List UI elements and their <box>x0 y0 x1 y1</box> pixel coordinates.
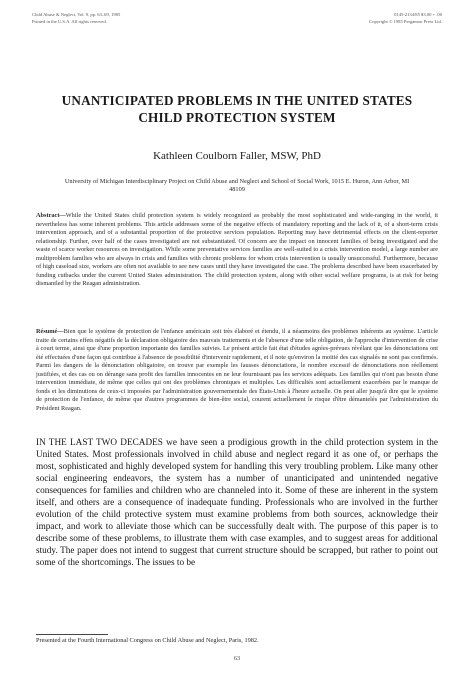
abstract-label: Abstract— <box>36 212 66 219</box>
resume-label: Résumé— <box>36 328 64 335</box>
abstract-text: While the United States child protection system is widely recognized as probably the most sophisticated and wide-ranging in the world, it nevertheless has some inherent problems. This article addresses some of the negative effects of mandatory reporting and the lack of it, of a short-term crisis intervention approach, and of a substantial proportion of the protective services population. Reporting may have detrimental effects on the client-reporter relationship. Further, over half of the cases investigated are not substantiated. Of concern are the impact on innocent families of being investigated and the waste of scarce worker resources on investigation. While some preventative services families are well-suited to a crisis intervention model, a large number are multiproblem families who are always in crisis and families with chronic problems for whom crisis intervention is usually unsuccessful. Furthermore, because of high caseload size, workers are often not available to see new cases until they have investigated the case. The problems described have been exacerbated by funding cutbacks under the current United States administration. The child protection system, along with other social welfare programs, is at risk for being dismantled by the Reagan administration. <box>36 212 438 288</box>
article-title <box>40 92 434 126</box>
copyright-line: Copyright © 1985 Pergamon Press Ltd. <box>369 18 442 24</box>
abstract <box>36 212 438 289</box>
author-affiliation: University of Michigan Interdisciplinary Project on Child Abuse and Neglect and School of Social Work, 1015 E. Huron, Ann Arbor, MI 48109 <box>64 178 410 194</box>
body-text: we have seen a prodigious growth in the child protection system in the United States. Most professionals involved in child abuse and neglect regard it as one of, or perhaps the most, sophisticated and highly developed system for handling this very troubling problem. Like many other social engineering endeavors, the system has a number of unanticipated and unintended negative consequences for families and children who are channeled into it. Some of these are inherent in the system itself, and others are a consequence of inadequate funding. Professionals who are involved in the further evolution of the child protective system must examine problems from both sources, acknowledge their impact, and work to alleviate those which can be successfully dealt with. The purpose of this paper is to describe some of these problems, to illustrate them with case examples, and to suggest areas for additional study. The paper does not intend to suggest that current structure should be scrapped, but rather to point out some of the shortcomings. The issues to be <box>36 438 438 569</box>
citation-line: Child Abuse & Neglect, Vol. 9, pp. 63–69, 1985 <box>32 12 121 17</box>
title-line-1: UNANTICIPATED PROBLEMS IN THE UNITED STATES <box>61 93 413 108</box>
author-name: Kathleen Coulborn Faller, MSW, PhD <box>153 150 321 162</box>
title-line-2: CHILD PROTECTION SYSTEM <box>138 110 336 125</box>
footnote: Presented at the Fourth International Congress on Child Abuse and Neglect, Paris, 1982. <box>36 637 259 644</box>
opening-words: IN THE LAST TWO DECADES <box>36 438 163 448</box>
resume-text: Bien que le système de protection de l'enfance américain soit très élaboré et étendu, il a néanmoins des problèmes inhérents au système. L'article traite de certains effets négatifs de la déclaration obligatoire des mauvais traitements et de l'absence d'une telle obligation, de l'approche d'intervention de crise à court terme, ainsi que d'une proportion importante des familles suivies. Le présent article fait état d'études agrées-prévues révélant que les dénonciations ont été effectuées d'une façon qui contribue à l'absence de possibilité d'intervenir rapidement, et il note qu'environ la moitié des cas signalés ne sont pas confirmés. Parmi les dangers de la dénonciation obligatoire, on trouve par exemple les fausses dénonciations, le nombre excessif de dénonciations non réellement justifiées, et des cas ou on dérange sans profit des familles innocentes en ne leur fournissant pas les services adéquats. Les familles qui n'ont pas besoin d'une intervention immédiate, de même que celles qui ont des problèmes chroniques et multiples. Les difficultés sont actuellement exacerbées par le manque de fonds et les diminutions de ceux-ci imposées par l'administration gouvernementale des États-Unis à l'heure actuelle. On peut aller jusqu'à dire que le système de protection de l'enfance, de même que d'autres programmes de bien-être social, courent actuellement le risque d'être démantelés par l'administration du Président Reagan. <box>36 328 438 412</box>
rights-line: Printed in the U.S.A. All rights reserved. <box>32 18 107 24</box>
price-code-line: 0145-2134/85 $3.00 + .00 <box>394 12 442 17</box>
footnote-rule <box>36 634 108 635</box>
resume <box>36 328 438 413</box>
body-paragraph <box>36 437 438 570</box>
journal-copyright <box>369 12 442 25</box>
journal-citation <box>32 12 120 25</box>
page-number: 63 <box>233 655 241 662</box>
